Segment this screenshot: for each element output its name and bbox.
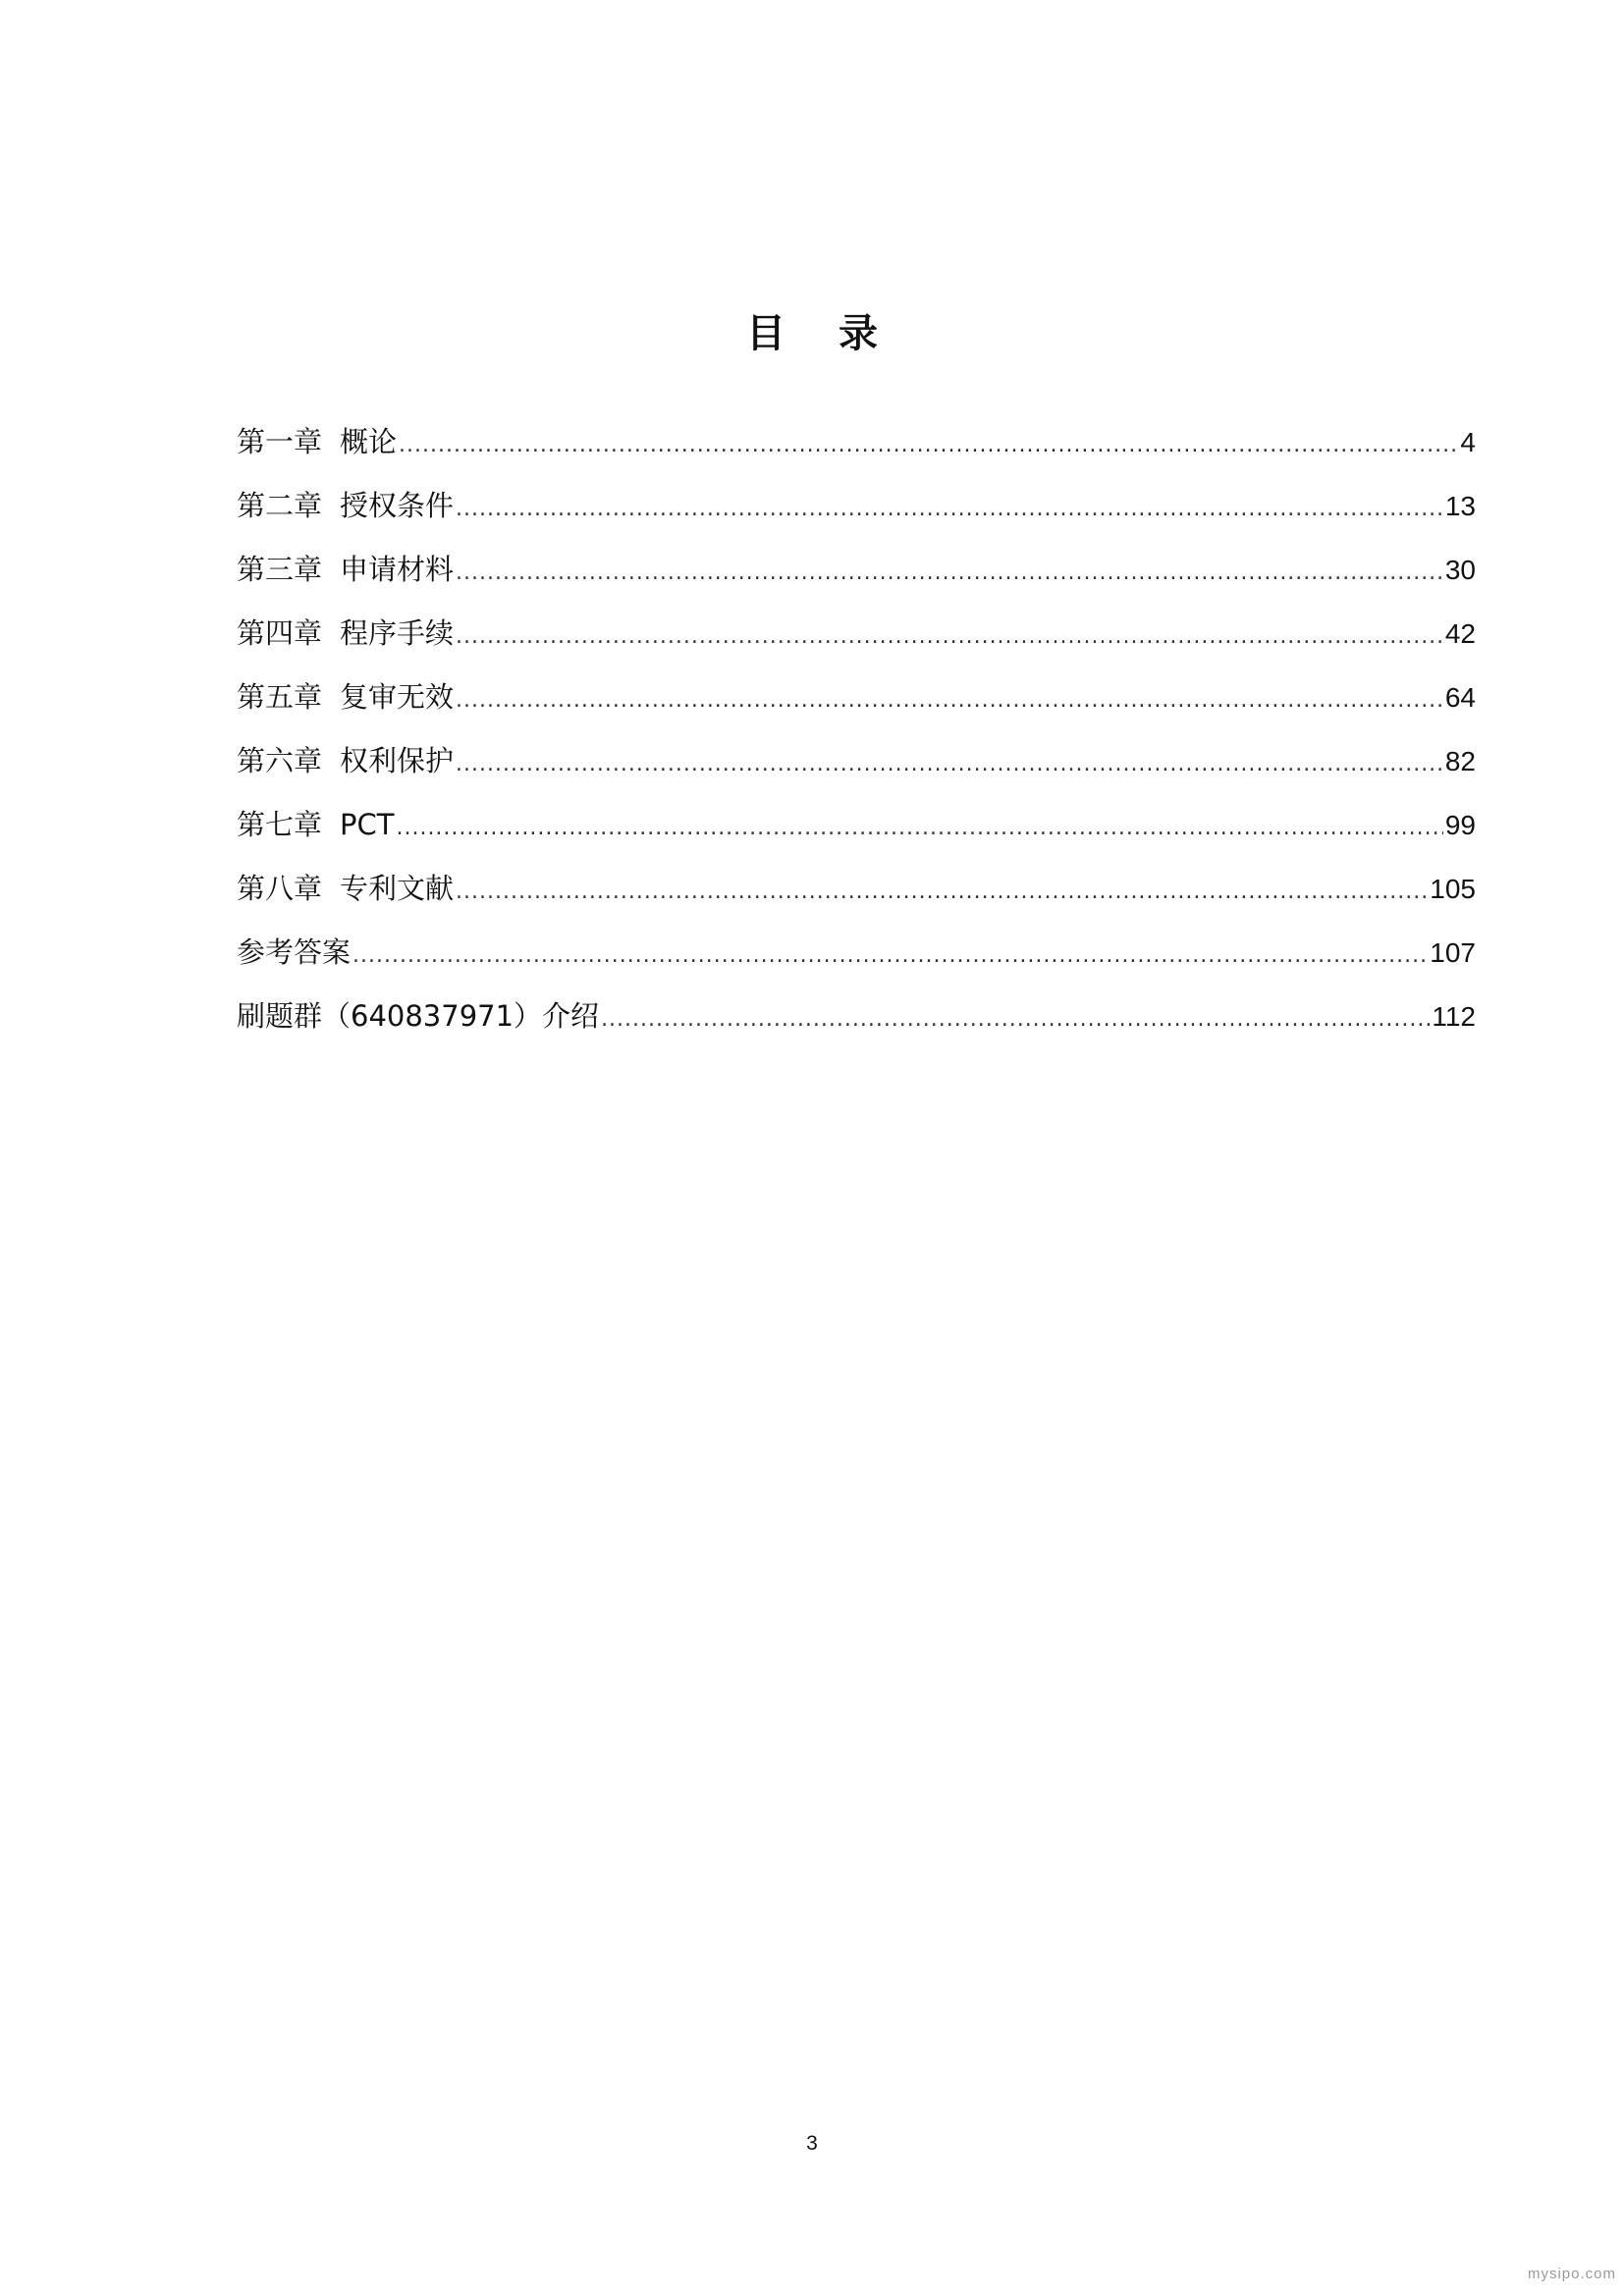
toc-dot-leader bbox=[456, 487, 1443, 532]
toc-chapter-title: 程序手续 bbox=[340, 616, 455, 650]
toc-chapter-title: 申请材料 bbox=[340, 553, 455, 586]
toc-chapter-number: 第五章 bbox=[237, 680, 323, 714]
toc-entry-label bbox=[237, 738, 454, 783]
toc-entry-practice-group[interactable] bbox=[237, 993, 1476, 1057]
toc-page-number: 82 bbox=[1444, 746, 1476, 776]
toc-chapter-title: 复审无效 bbox=[340, 680, 455, 714]
watermark-text: mysipo.com bbox=[1527, 2266, 1616, 2282]
toc-entry-chapter-5[interactable] bbox=[237, 674, 1476, 738]
toc-dot-leader bbox=[456, 614, 1443, 660]
toc-chapter-title: 参考答案 bbox=[237, 935, 352, 969]
toc-page-number: 64 bbox=[1444, 682, 1476, 713]
toc-entry-chapter-3[interactable] bbox=[237, 547, 1476, 611]
toc-entry-chapter-4[interactable] bbox=[237, 611, 1476, 674]
toc-page-number: 4 bbox=[1460, 427, 1476, 457]
toc-dot-leader bbox=[456, 551, 1443, 596]
toc-dot-leader bbox=[456, 742, 1443, 787]
toc-dot-leader bbox=[456, 870, 1428, 915]
toc-entry-label bbox=[237, 674, 454, 720]
toc-entry-chapter-8[interactable] bbox=[237, 866, 1476, 930]
toc-page-number: 112 bbox=[1432, 1001, 1476, 1032]
toc-entry-label bbox=[237, 930, 351, 975]
toc-entry-label bbox=[237, 993, 599, 1039]
toc-chapter-number: 第二章 bbox=[237, 489, 323, 522]
toc-chapter-number: 第三章 bbox=[237, 553, 323, 586]
toc-entry-chapter-2[interactable] bbox=[237, 483, 1476, 547]
toc-chapter-title: 概论 bbox=[340, 425, 398, 458]
table-of-contents bbox=[237, 419, 1476, 1057]
toc-page-number: 107 bbox=[1430, 937, 1476, 968]
toc-chapter-title: 授权条件 bbox=[340, 489, 455, 522]
toc-chapter-number: 第一章 bbox=[237, 425, 323, 458]
toc-chapter-title: 权利保护 bbox=[340, 744, 455, 777]
toc-chapter-number: 第四章 bbox=[237, 616, 323, 650]
toc-entry-label bbox=[237, 866, 454, 911]
toc-page-number: 30 bbox=[1444, 555, 1476, 585]
toc-chapter-title: PCT bbox=[340, 808, 395, 841]
toc-dot-leader bbox=[456, 678, 1443, 723]
toc-page-number: 13 bbox=[1444, 491, 1476, 521]
toc-chapter-title: 专利文献 bbox=[340, 872, 455, 905]
toc-entry-label bbox=[237, 802, 394, 847]
toc-entry-label bbox=[237, 483, 454, 528]
toc-entry-label bbox=[237, 611, 454, 656]
toc-chapter-title: 刷题群（640837971）介绍 bbox=[237, 999, 600, 1033]
toc-page-number: 99 bbox=[1444, 810, 1476, 840]
toc-dot-leader bbox=[601, 997, 1430, 1042]
toc-entry-chapter-6[interactable] bbox=[237, 738, 1476, 802]
toc-dot-leader bbox=[396, 806, 1442, 851]
toc-page-number: 42 bbox=[1444, 618, 1476, 649]
toc-dot-leader bbox=[352, 934, 1428, 979]
page-title: 目 录 bbox=[746, 310, 897, 356]
toc-entry-answers[interactable] bbox=[237, 930, 1476, 993]
toc-entry-chapter-1[interactable] bbox=[237, 419, 1476, 483]
toc-entry-chapter-7[interactable] bbox=[237, 802, 1476, 866]
toc-chapter-number: 第七章 bbox=[237, 808, 323, 841]
toc-entry-label bbox=[237, 547, 454, 592]
toc-page-number: 105 bbox=[1430, 874, 1476, 904]
toc-chapter-number: 第六章 bbox=[237, 744, 323, 777]
toc-entry-label bbox=[237, 419, 397, 464]
toc-chapter-number: 第八章 bbox=[237, 872, 323, 905]
page-number: 3 bbox=[806, 2132, 818, 2155]
toc-dot-leader bbox=[399, 423, 1458, 468]
